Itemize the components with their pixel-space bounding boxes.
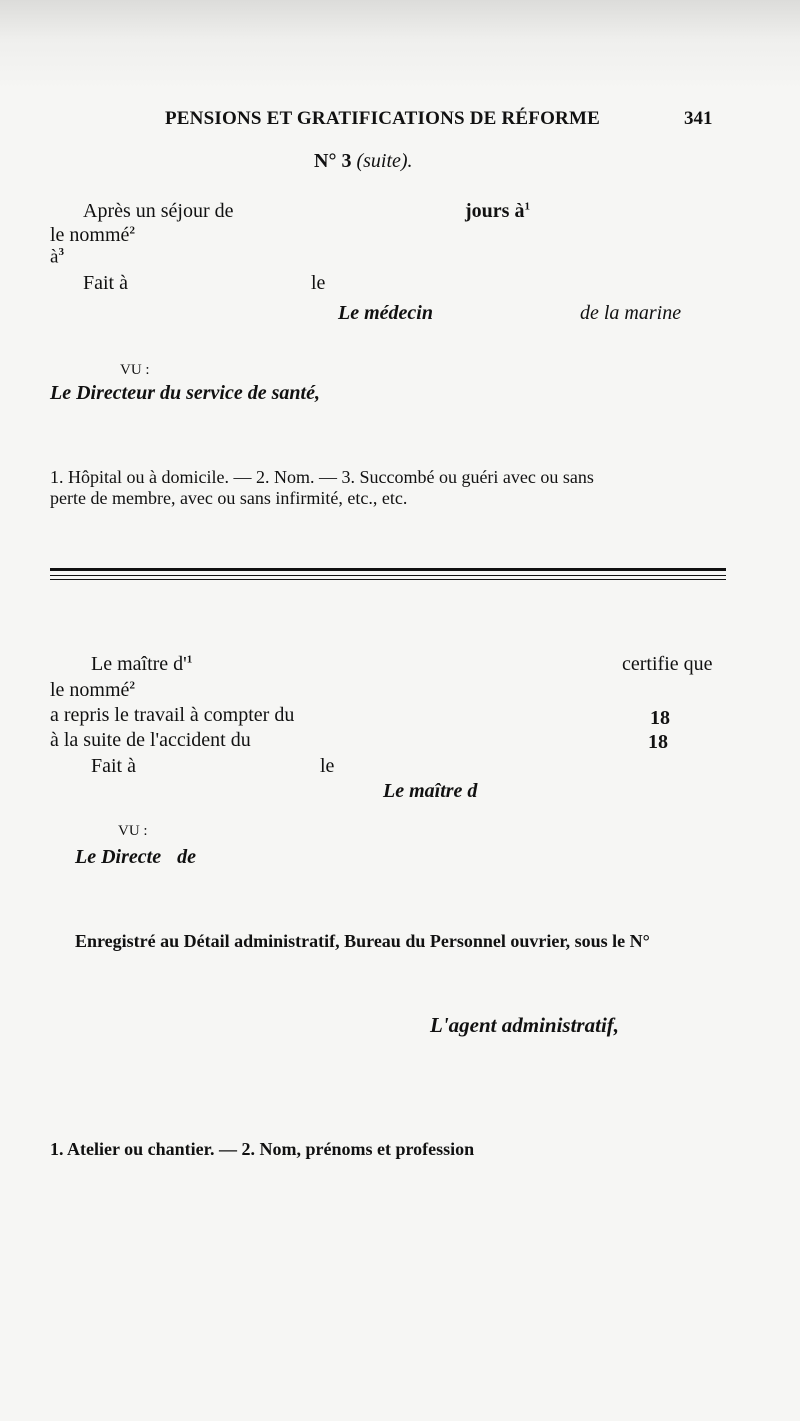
master-footnote: 1. Atelier ou chantier. — 2. Nom, prénoms et profession: [50, 1139, 475, 1159]
health-director-label: Le Directeur du service de santé,: [50, 382, 320, 404]
master-made-at-label: Fait à: [91, 755, 136, 777]
named-text: le nommé: [50, 224, 130, 246]
navy-label: de la marine: [580, 302, 682, 324]
separator-rule-thin-1: [50, 575, 726, 576]
master-text: Le maître d': [91, 653, 187, 675]
days-text: jours à: [465, 200, 525, 222]
master-named-label: [50, 679, 135, 702]
date-label: le: [311, 272, 326, 294]
master-vu-label: VU :: [118, 823, 148, 839]
director-text: Le Directe: [75, 846, 162, 868]
resumed-year: 18: [650, 707, 670, 729]
outcome-text: à: [50, 246, 59, 268]
named-label: [50, 224, 135, 247]
master-named-text: le nommé: [50, 679, 130, 701]
form-number: N° 3: [314, 150, 352, 172]
footnote-ref-master-1: 1: [186, 653, 193, 666]
form-suite-label: (suite).: [356, 150, 413, 172]
footnote-ref-master-2: 2: [129, 679, 135, 692]
footnote-ref-1: 1: [524, 200, 530, 213]
footnote-line-2: perte de membre, avec ou sans infirmité, etc., etc.: [50, 488, 408, 508]
certifies-label: certifie que: [622, 653, 713, 675]
made-at-label: Fait à: [83, 272, 128, 294]
days-label: [465, 200, 530, 223]
running-title: PENSIONS ET GRATIFICATIONS DE RÉFORME: [165, 108, 600, 129]
footnote-ref-2: 2: [129, 224, 135, 237]
registration-line: Enregistré au Détail administratif, Bureau du Personnel ouvrier, sous le N°: [75, 931, 650, 951]
separator-rule-thick: [50, 568, 726, 571]
stay-label: Après un séjour de: [83, 200, 234, 222]
footnote-ref-3: 3: [58, 246, 64, 258]
footnote-line-1: 1. Hôpital ou à domicile. — 2. Nom. — 3. Succombé ou guéri avec ou sans: [50, 467, 594, 487]
director-of-text: de: [177, 846, 196, 868]
resumed-work-label: a repris le travail à compter du: [50, 704, 295, 726]
page-number: 341: [684, 108, 713, 129]
doctor-signature-label: Le médecin: [338, 302, 433, 324]
accident-year: 18: [648, 731, 668, 753]
outcome-label: [50, 246, 64, 268]
master-date-label: le: [320, 755, 335, 777]
form-title: [314, 150, 413, 173]
master-signature-label: Le maître d: [383, 780, 478, 802]
master-label: [91, 653, 192, 676]
vu-label: VU :: [120, 362, 150, 378]
master-director-label: [75, 846, 196, 869]
accident-label: à la suite de l'accident du: [50, 729, 251, 751]
separator-rule-thin-2: [50, 579, 726, 580]
admin-agent-label: L'agent administratif,: [430, 1013, 620, 1037]
